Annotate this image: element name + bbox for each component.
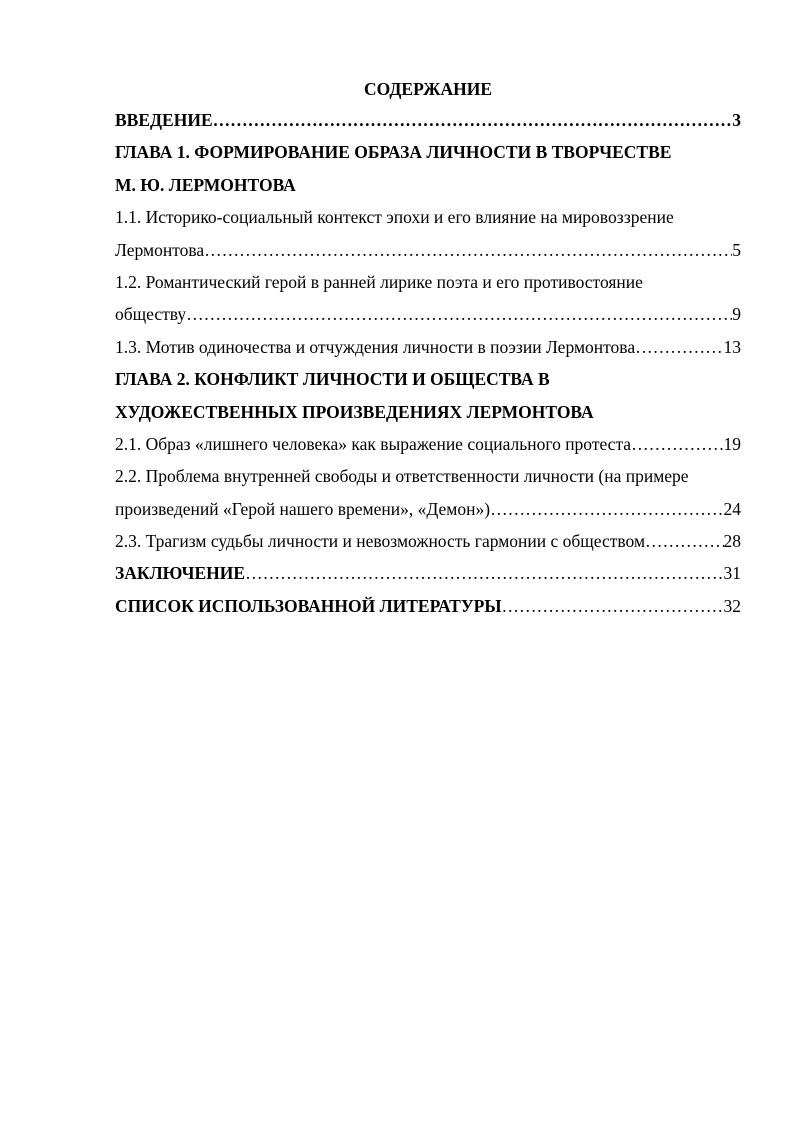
- toc-entry-text: обществу: [115, 304, 187, 325]
- toc-entry-text: ВВЕДЕНИЕ: [115, 110, 213, 130]
- toc-entry-introduction[interactable]: [115, 104, 741, 136]
- dot-leader: [186, 298, 732, 330]
- toc-entry-text: 2.1. Образ «лишнего человека» как выражение социального протеста: [115, 433, 632, 454]
- toc-entry-text: ЗАКЛЮЧЕНИЕ: [115, 563, 246, 584]
- toc-section-2-2-line-1[interactable]: 2.2. Проблема внутренней свободы и ответственности личности (на примере: [115, 466, 689, 487]
- toc-section-2-1[interactable]: [115, 428, 741, 460]
- toc-section-2-2-line-2[interactable]: [115, 493, 741, 525]
- toc-entry-conclusion[interactable]: [115, 557, 741, 589]
- toc-page-number: 9: [732, 304, 741, 325]
- toc-page-number: 13: [723, 336, 741, 357]
- toc-page-number: 31: [723, 563, 741, 584]
- toc-chapter-1-line-1[interactable]: ГЛАВА 1. ФОРМИРОВАНИЕ ОБРАЗА ЛИЧНОСТИ В ТВОРЧЕСТВЕ: [115, 142, 672, 163]
- toc-page-number: 3: [732, 110, 741, 130]
- toc-section-1-1-line-1[interactable]: 1.1. Историко-социальный контекст эпохи и его влияние на мировоззрение: [115, 207, 674, 228]
- table-of-contents: [115, 74, 741, 622]
- toc-chapter-1-line-2[interactable]: М. Ю. ЛЕРМОНТОВА: [115, 174, 296, 195]
- toc-page-number: 19: [723, 433, 741, 454]
- dot-leader: [204, 234, 732, 266]
- toc-section-1-3[interactable]: [115, 331, 741, 363]
- toc-page-number: 24: [723, 498, 741, 519]
- toc-entry-text: произведений «Герой нашего времени», «Демон»): [115, 498, 491, 519]
- toc-page-number: 5: [732, 239, 741, 260]
- toc-entry-text: СПИСОК ИСПОЛЬЗОВАННОЙ ЛИТЕРАТУРЫ: [115, 595, 502, 616]
- toc-page-number: 32: [723, 595, 741, 616]
- toc-chapter-2-line-1[interactable]: ГЛАВА 2. КОНФЛИКТ ЛИЧНОСТИ И ОБЩЕСТВА В: [115, 369, 550, 390]
- toc-section-2-3[interactable]: [115, 525, 741, 557]
- dot-leader: [645, 525, 723, 557]
- toc-entry-text: 1.3. Мотив одиночества и отчуждения личности в поэзии Лермонтова: [115, 336, 636, 357]
- dot-leader: [490, 493, 723, 525]
- toc-entry-bibliography[interactable]: [115, 590, 741, 622]
- dot-leader: [631, 428, 723, 460]
- dot-leader: [213, 104, 733, 136]
- toc-entry-text: 2.3. Трагизм судьбы личности и невозможность гармонии с обществом: [115, 531, 646, 552]
- toc-section-1-2-line-1[interactable]: 1.2. Романтический герой в ранней лирике поэта и его противостояние: [115, 271, 643, 292]
- toc-section-1-1-line-2[interactable]: [115, 234, 741, 266]
- dot-leader: [502, 590, 724, 622]
- toc-section-1-2-line-2[interactable]: [115, 298, 741, 330]
- dot-leader: [245, 557, 723, 589]
- toc-chapter-2-line-2[interactable]: ХУДОЖЕСТВЕННЫХ ПРОИЗВЕДЕНИЯХ ЛЕРМОНТОВА: [115, 401, 594, 422]
- toc-page-number: 28: [723, 531, 741, 552]
- toc-title: СОДЕРЖАНИЕ: [363, 79, 492, 99]
- toc-entry-text: Лермонтова: [115, 239, 205, 260]
- dot-leader: [635, 331, 723, 363]
